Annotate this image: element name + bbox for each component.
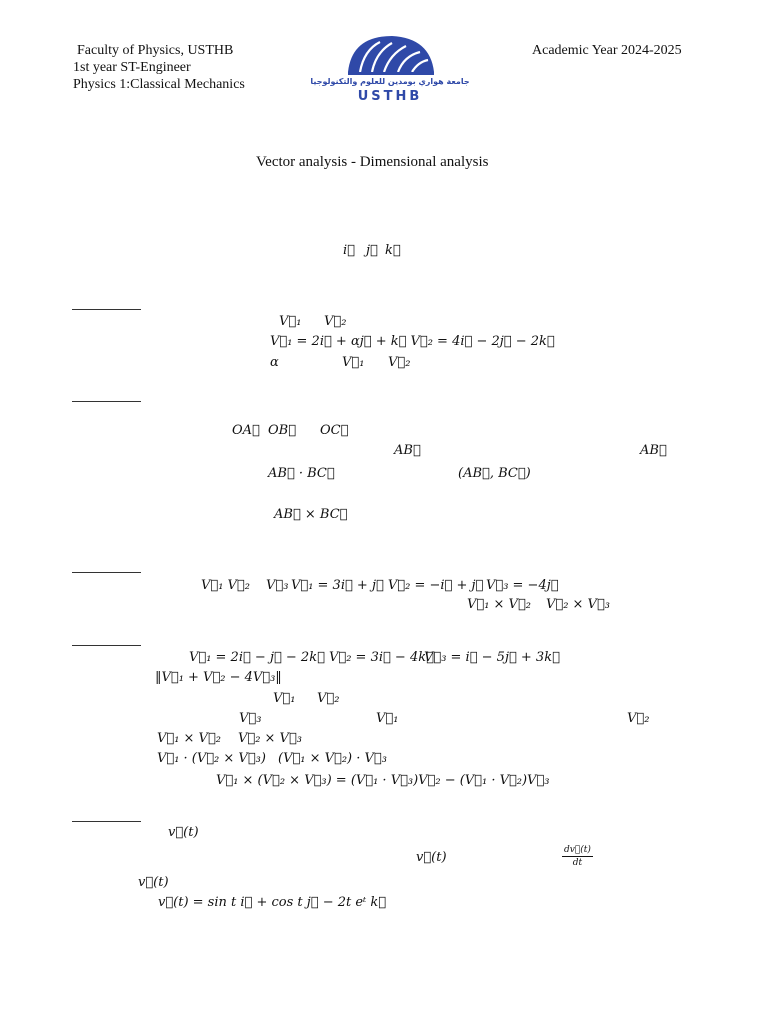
- ex1-pair-v1: V⃗₁: [342, 355, 365, 370]
- unit-vector-k: k⃗: [385, 243, 401, 258]
- student-year: 1st year ST-Engineer: [73, 60, 191, 75]
- ex1-vector-v2: V⃗₂: [324, 314, 347, 329]
- logo-arabic-text: جامعة هواري بومدين للعلوم والتكنولوجيا: [310, 77, 470, 86]
- ex2-vector-oc: OC⃗: [320, 423, 349, 438]
- logo-text: USTHB: [357, 89, 423, 104]
- ex5-velocity-3: v⃗(t): [138, 875, 169, 890]
- ex5-velocity: v⃗(t): [168, 825, 199, 840]
- ex4-cross-1: V⃗₁ × V⃗₂: [157, 731, 221, 746]
- exercise-1-rule: [72, 309, 141, 310]
- page-title: Vector analysis - Dimensional analysis: [256, 154, 489, 170]
- ex4-equation: V⃗₁ = 2i⃗ − j⃗ − 2k⃗ V⃗₂ = 3i⃗ − 4k⃗: [189, 650, 434, 665]
- ex3-cross-1: V⃗₁ × V⃗₂: [467, 597, 531, 612]
- ex1-vector-v1: V⃗₁: [279, 314, 302, 329]
- ex5-derivative-numerator: dv⃗(t): [564, 845, 591, 855]
- ex4-identity: V⃗₁ × (V⃗₂ × V⃗₃) = (V⃗₁ · V⃗₃)V⃗₂ − (V⃗₁ · V⃗₂)V⃗₃: [216, 773, 550, 788]
- exercise-3-rule: [72, 572, 141, 573]
- ex4-v3: V⃗₃: [239, 711, 262, 726]
- faculty-name: Faculty of Physics, USTHB: [77, 43, 234, 58]
- course-name: Physics 1:Classical Mechanics: [73, 77, 245, 92]
- unit-vector-j: j⃗: [366, 243, 378, 258]
- ex2-angle: (AB⃗, BC⃗): [458, 466, 531, 481]
- unit-vector-i: i⃗: [343, 243, 355, 258]
- ex3-cross-2: V⃗₂ × V⃗₃: [546, 597, 610, 612]
- ex2-vector-ob: OB⃗: [268, 423, 297, 438]
- ex5-derivative-denominator: dt: [572, 858, 583, 868]
- ex1-alpha: α: [270, 355, 279, 370]
- ex1-equation: V⃗₁ = 2i⃗ + αj⃗ + k⃗ V⃗₂ = 4i⃗ − 2j⃗ − 2k⃗: [270, 334, 555, 349]
- ex4-mixed-1: V⃗₁ · (V⃗₂ × V⃗₃): [157, 751, 266, 766]
- ex4-v2: V⃗₂: [317, 691, 340, 706]
- ex3-vectors: V⃗₁ V⃗₂: [201, 578, 250, 593]
- ex3-v3-equation: V⃗₃ = −4j⃗: [486, 578, 559, 593]
- ex2-vector-ab: AB⃗: [394, 443, 421, 458]
- ex4-v2-b: V⃗₂: [627, 711, 650, 726]
- ex2-cross-product: AB⃗ × BC⃗: [274, 507, 348, 522]
- ex4-norm: ‖V⃗₁ + V⃗₂ − 4V⃗₃‖: [155, 670, 282, 685]
- exercise-5-rule: [72, 821, 141, 822]
- ex3-equation: V⃗₁ = 3i⃗ + j⃗ V⃗₂ = −i⃗ + j⃗: [291, 578, 484, 593]
- exercise-4-rule: [72, 645, 141, 646]
- ex3-v3: V⃗₃: [266, 578, 289, 593]
- ex4-v1-b: V⃗₁: [376, 711, 399, 726]
- ex4-v1: V⃗₁: [273, 691, 296, 706]
- ex5-velocity-2: v⃗(t): [416, 850, 447, 865]
- academic-year: Academic Year 2024-2025: [532, 43, 682, 58]
- ex1-pair-v2: V⃗₂: [388, 355, 411, 370]
- ex2-dot-product: AB⃗ · BC⃗: [268, 466, 335, 481]
- ex5-derivative: [562, 845, 593, 868]
- ex5-equation: v⃗(t) = sin t i⃗ + cos t j⃗ − 2t eᵗ k⃗: [158, 895, 387, 910]
- ex4-mixed-2: (V⃗₁ × V⃗₂) · V⃗₃: [278, 751, 387, 766]
- ex2-vector-ab-right: AB⃗: [640, 443, 667, 458]
- exercise-2-rule: [72, 401, 141, 402]
- ex4-cross-2: V⃗₂ × V⃗₃: [238, 731, 302, 746]
- usthb-logo: [310, 34, 470, 104]
- ex2-vector-oa: OA⃗: [232, 423, 260, 438]
- ex4-v3-equation: V⃗₃ = i⃗ − 5j⃗ + 3k⃗: [424, 650, 560, 665]
